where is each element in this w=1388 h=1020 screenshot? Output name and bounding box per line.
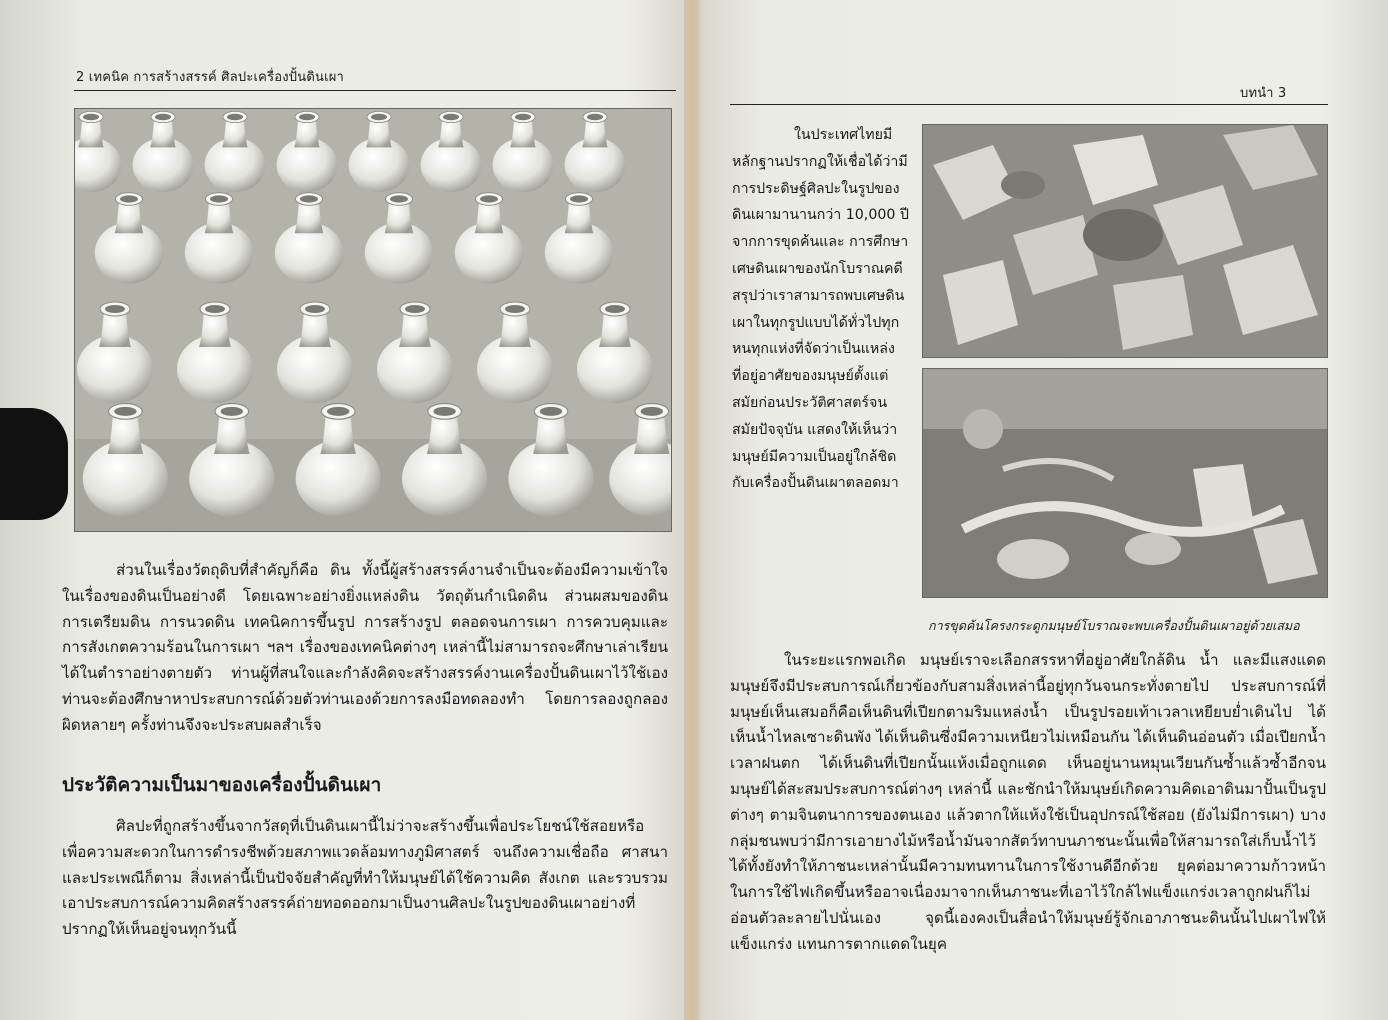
right-header-rule [730,104,1328,105]
narrow-line: ที่อยู่อาศัยของมนุษย์ตั้งแต่ [732,368,889,385]
excavation-photo-shards [922,124,1328,358]
vase-photo [74,108,672,532]
narrow-line: การประดิษฐ์ศิลปะในรูปของ [732,180,900,197]
scanner-thumb-shadow [0,408,68,520]
excavation-photo-skeleton [922,368,1328,598]
left-page-header: 2 เทคนิค การสร้างสรรค์ ศิลปะเครื่องปั้นดินเผา [76,70,345,85]
materials-paragraph: ส่วนในเรื่องวัตถุดิบที่สำคัญก็คือ ดิน ทั้งนี้ผู้สร้างสรรค์งานจำเป็นจะต้องมีความเข้าใจในเรื่องของดินเป็นอย่างดี โดยเฉพาะอย่างยิ่งแหล่งดิน วัตถุต้นกำเนิดดิน ส่วนผสมของดิน การเตรียมดิน การนวดดิน เทคนิคการขึ้นรูป การสร้างรูป ตลอดจนการเผา การควบคุมและการสังเกตความร้อนในการเผา ฯลฯ เรื่องของเทคนิคต่างๆ เหล่านี้ไม่สามารถจะศึกษาเล่าเรียนได้ในตำราอย่างตายตัว ท่านผู้ที่สนใจและกำลังคิดจะสร้างสรรค์งานเครื่องปั้นดินเผาไว้ใช้เอง ท่านจะต้องศึกษาหาประสบการณ์ด้วยตัวท่านเองด้วยการลงมือทดลองทำ โดยการลองถูกลองผิดหลายๆ ครั้งท่านจึงจะประสบผลสำเร็จ [62,561,668,734]
right-paragraph [730,648,1326,958]
narrow-line: เผาในทุกรูปแบบได้ทั่วไปทุก [732,314,900,331]
book-spine [684,0,696,1020]
skeleton-illustration [923,369,1327,597]
vase-photo-illustration [75,109,671,531]
narrow-line: หลักฐานปรากฏให้เชื่อได้ว่ามี [732,153,908,170]
narrow-line: จากการขุดค้นและ การศึกษา [732,234,909,251]
origin-paragraph: ในระยะแรกพอเกิด มนุษย์เราจะเลือกสรรหาที่อยู่อาศัยใกล้ดิน น้ำ และมีแสงแดด มนุษย์จึงมีประสบการณ์เกี่ยวข้องกับสามสิ่งเหล่านี้อยู่ทุกวันจนกระทั่งตายไป ประสบการณ์ที่มนุษย์เห็นเสมอก็คือเห็นดินที่เปียกตามริมแหล่งน้ำ เป็นรูปรอยเท้าเวลาเหยียบย่ำเดินไป ได้เห็นน้ำไหลเซาะดินพัง ได้เห็นดินซึ่งมีความเหนียวไม่เหมือนกัน ได้เห็นดินอ่อนตัว เมื่อเปียกน้ำเวลาฝนตก ได้เห็นดินที่เปียกนั้นแห้งเมื่อถูกแดด เห็นอยู่นานหมุนเวียนกันซ้ำแล้วซ้ำอีกจนมนุษย์ได้สะสมประสบการณ์ต่างๆ เหล่านี้ และชักนำให้มนุษย์เกิดความคิดเอาดินมาปั้นเป็นรูปต่างๆ ตามจินตนาการของตนเอง แล้วตากให้แห้งใช้เป็นอุปกรณ์ใช้สอย (ยังไม่มีการเผา) บางกลุ่มชนพบว่ามีการเอายางไม้หรือน้ำมันจากสัตว์ทาบนภาชนะนั้นเพื่อให้สามารถใส่เก็บน้ำไว้ได้ทั้งยังทำให้ภาชนะเหล่านั้นมีความทนทานในการใช้งานดีอีกด้วย ยุคต่อมาความก้าวหน้าในการใช้ไฟเกิดขึ้นหรืออาจเนื่องมาจากเห็นภาชนะที่เอาไว้ใกล้ไฟแข็งแกร่งเวลาถูกฝนก็ไม่อ่อนตัวละลายไปนั่นเอง จุดนี้เองคงเป็นสื่อนำให้มนุษย์รู้จักเอาภาชนะดินนั้นไปเผาไฟให้แข็งแกร่ง แทนการตากแดดในยุค [730,651,1326,953]
left-page [0,0,684,1020]
narrow-line: กับเครื่องปั้นดินเผาตลอดมา [732,475,899,492]
right-page-header: บทนำ 3 [1240,86,1287,101]
narrow-line: สมัยก่อนประวัติศาสตร์จน [732,394,888,411]
narrow-line: หนทุกแห่งที่จัดว่าเป็นแหล่ง [732,341,895,358]
right-page [696,0,1388,1020]
left-paragraph-2 [62,814,668,943]
left-header-rule [74,90,676,91]
history-paragraph: ศิลปะที่ถูกสร้างขึ้นจากวัสดุที่เป็นดินเผานี้ไม่ว่าจะสร้างขึ้นเพื่อประโยชน์ใช้สอยหรือเพื่อความสะดวกในการดำรงชีพด้วยสภาพแวดล้อมทางภูมิศาสตร์ จนถึงความเชื่อถือ ศาสนา และประเพณีก็ตาม สิ่งเหล่านี้เป็นปัจจัยสำคัญที่ทำให้มนุษย์ได้ใช้ความคิด สังเกต และรวบรวมเอาประสบการณ์ความคิดสร้างสรรค์ถ่ายทอดออกมาเป็นงานศิลปะในรูปของดินเผาอย่างที่ปรากฏให้เห็นอยู่จนทุกวันนี้ [62,817,668,939]
photo-caption: การขุดค้นโครงกระดูกมนุษย์โบราณจะพบเครื่องปั้นดินเผาอยู่ด้วยเสมอ [928,618,1300,633]
narrow-column-text [732,122,932,497]
left-paragraph-1 [62,558,668,739]
narrow-line: ดินเผามานานกว่า 10,000 ปี [732,207,909,224]
narrow-line: สรุปว่าเราสามารถพบเศษดิน [732,287,905,304]
narrow-line: เศษดินเผาของนักโบราณคดี [732,260,903,277]
section-heading: ประวัติความเป็นมาของเครื่องปั้นดินเผา [62,774,382,796]
narrow-line: ในประเทศไทยมี [794,127,893,143]
shards-illustration [923,125,1327,357]
narrow-line: สมัยปัจจุบัน แสดงให้เห็นว่า [732,421,898,438]
narrow-line: มนุษย์มีความเป็นอยู่ใกล้ชิด [732,448,897,465]
